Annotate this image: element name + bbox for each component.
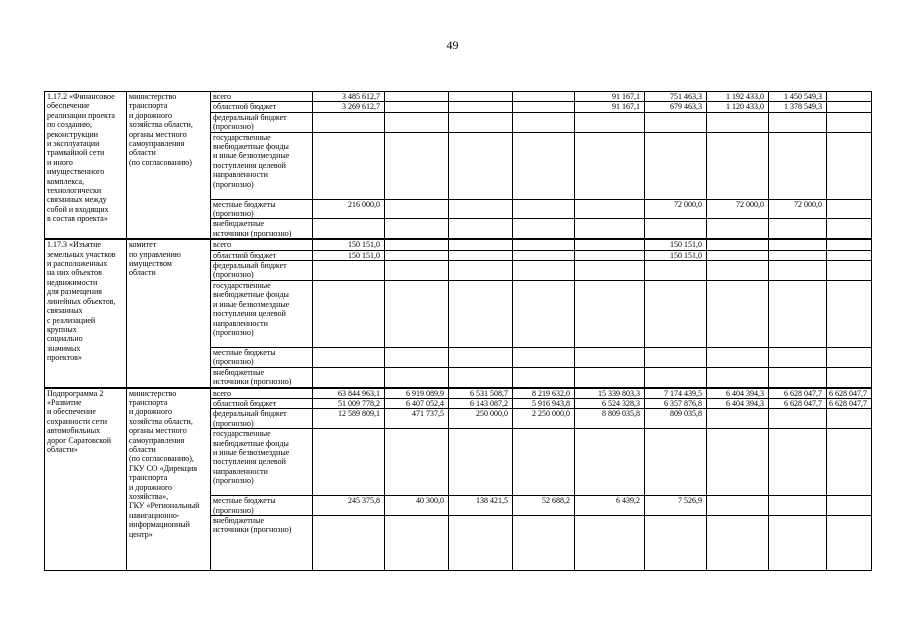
amount-cell: 6 531 508,7 <box>449 388 513 399</box>
amount-cell <box>575 239 645 250</box>
amount-cell <box>313 347 385 367</box>
amount-cell <box>769 515 827 570</box>
funding-source-cell: всего <box>211 92 313 102</box>
executor-cell: комитет по управлению имуществом области <box>127 239 211 387</box>
amount-cell: 150 151,0 <box>313 250 385 260</box>
amount-cell: 5 916 943,8 <box>513 398 575 408</box>
amount-cell <box>449 250 513 260</box>
amount-cell: 8 809 035,8 <box>575 409 645 429</box>
amount-cell <box>707 367 769 387</box>
amount-cell <box>313 219 385 239</box>
amount-cell <box>513 250 575 260</box>
amount-cell <box>645 429 707 496</box>
funding-source-cell: федеральный бюджет (прогнозно) <box>211 409 313 429</box>
amount-cell <box>513 280 575 347</box>
amount-cell: 7 174 439,5 <box>645 388 707 399</box>
amount-cell <box>827 515 872 570</box>
funding-source-cell: местные бюджеты (прогнозно) <box>211 496 313 516</box>
amount-cell: 3 269 612,7 <box>313 102 385 112</box>
amount-cell: 1 192 433,0 <box>707 92 769 102</box>
funding-source-cell: местные бюджеты (прогнозно) <box>211 347 313 367</box>
amount-cell <box>385 199 449 219</box>
amount-cell <box>513 261 575 281</box>
amount-cell <box>827 219 872 239</box>
amount-cell: 6 404 394,3 <box>707 388 769 399</box>
amount-cell: 471 737,5 <box>385 409 449 429</box>
amount-cell <box>769 496 827 516</box>
amount-cell: 809 035,8 <box>645 409 707 429</box>
amount-cell <box>769 219 827 239</box>
budget-table <box>44 91 872 571</box>
measure-name-cell: Подпрограмма 2 «Развитие и обеспечение сохранности сети автомобильных дорог Саратовской области» <box>45 388 127 571</box>
amount-cell <box>513 219 575 239</box>
amount-cell <box>449 219 513 239</box>
amount-cell <box>313 280 385 347</box>
table-row <box>45 239 872 250</box>
funding-source-cell: областной бюджет <box>211 398 313 408</box>
amount-cell <box>827 280 872 347</box>
amount-cell <box>385 347 449 367</box>
amount-cell <box>575 112 645 132</box>
amount-cell: 91 167,1 <box>575 92 645 102</box>
measure-name-cell: 1.17.2 «Финансовое обеспечение реализации проекта по созданию, реконструкции и эксплуатации трамвайной сети и иного имущественного комплекса, технологически связанных между собой и входящих в состав проекта» <box>45 92 127 240</box>
funding-source-cell: областной бюджет <box>211 102 313 112</box>
measure-name-cell: 1.17.3 «Изъятие земельных участков и расположенных на них объектов недвижимости для размещения линейных объектов, связанных с реализацией крупных социально значимых проектов» <box>45 239 127 387</box>
amount-cell <box>449 199 513 219</box>
amount-cell <box>513 367 575 387</box>
executor-cell: министерство транспорта и дорожного хозяйства области, органы местного самоуправления области (по согласованию) <box>127 92 211 240</box>
amount-cell <box>385 132 449 199</box>
amount-cell: 679 463,3 <box>645 102 707 112</box>
amount-cell: 40 300,0 <box>385 496 449 516</box>
table-row <box>45 92 872 102</box>
amount-cell <box>707 347 769 367</box>
amount-cell: 1 378 549,3 <box>769 102 827 112</box>
funding-source-cell: всего <box>211 388 313 399</box>
amount-cell <box>575 199 645 219</box>
amount-cell <box>313 261 385 281</box>
amount-cell <box>449 92 513 102</box>
amount-cell <box>827 367 872 387</box>
amount-cell <box>513 347 575 367</box>
amount-cell <box>385 429 449 496</box>
amount-cell <box>313 515 385 570</box>
amount-cell: 6 404 394,3 <box>707 398 769 408</box>
amount-cell <box>575 261 645 281</box>
amount-cell <box>449 132 513 199</box>
amount-cell <box>645 132 707 199</box>
amount-cell: 6 628 047,7 <box>769 398 827 408</box>
funding-source-cell: местные бюджеты (прогнозно) <box>211 199 313 219</box>
executor-cell: министерство транспорта и дорожного хозяйства области, органы местного самоуправления области (по согласованию), ГКУ СО «Дирекция транспорта и дорожного хозяйства», ГКУ «Региональный навигационно- информационный центр» <box>127 388 211 571</box>
funding-source-cell: внебюджетные источники (прогнозно) <box>211 219 313 239</box>
amount-cell <box>769 347 827 367</box>
amount-cell: 52 688,2 <box>513 496 575 516</box>
amount-cell <box>827 132 872 199</box>
amount-cell <box>707 429 769 496</box>
page-number: 49 <box>446 38 459 52</box>
amount-cell <box>513 102 575 112</box>
amount-cell <box>513 199 575 219</box>
amount-cell <box>513 239 575 250</box>
amount-cell <box>769 132 827 199</box>
amount-cell: 3 485 612,7 <box>313 92 385 102</box>
amount-cell <box>769 112 827 132</box>
amount-cell <box>707 112 769 132</box>
amount-cell: 12 589 809,1 <box>313 409 385 429</box>
amount-cell <box>449 239 513 250</box>
funding-source-cell: областной бюджет <box>211 250 313 260</box>
funding-source-cell: внебюджетные источники (прогнозно) <box>211 367 313 387</box>
amount-cell <box>707 132 769 199</box>
amount-cell <box>769 261 827 281</box>
amount-cell <box>769 250 827 260</box>
amount-cell <box>385 239 449 250</box>
amount-cell: 72 000,0 <box>769 199 827 219</box>
amount-cell <box>449 261 513 281</box>
amount-cell: 6 919 089,9 <box>385 388 449 399</box>
amount-cell <box>575 367 645 387</box>
amount-cell <box>449 429 513 496</box>
amount-cell <box>827 496 872 516</box>
amount-cell <box>769 280 827 347</box>
amount-cell: 216 000,0 <box>313 199 385 219</box>
amount-cell <box>645 280 707 347</box>
amount-cell <box>575 280 645 347</box>
amount-cell <box>827 347 872 367</box>
amount-cell: 1 120 433,0 <box>707 102 769 112</box>
amount-cell <box>449 367 513 387</box>
amount-cell: 138 421,5 <box>449 496 513 516</box>
amount-cell <box>645 112 707 132</box>
amount-cell: 751 463,3 <box>645 92 707 102</box>
amount-cell: 63 844 963,1 <box>313 388 385 399</box>
amount-cell: 6 628 047,7 <box>827 388 872 399</box>
amount-cell <box>575 219 645 239</box>
amount-cell <box>513 429 575 496</box>
amount-cell: 6 407 052,4 <box>385 398 449 408</box>
amount-cell <box>575 347 645 367</box>
amount-cell <box>449 102 513 112</box>
funding-source-cell: всего <box>211 239 313 250</box>
amount-cell <box>645 367 707 387</box>
amount-cell <box>707 515 769 570</box>
amount-cell <box>827 250 872 260</box>
amount-cell <box>769 409 827 429</box>
amount-cell <box>575 132 645 199</box>
amount-cell: 6 628 047,7 <box>827 398 872 408</box>
funding-source-cell: внебюджетные источники (прогнозно) <box>211 515 313 570</box>
amount-cell <box>707 496 769 516</box>
amount-cell <box>645 261 707 281</box>
amount-cell: 15 339 803,3 <box>575 388 645 399</box>
amount-cell <box>575 250 645 260</box>
amount-cell: 91 167,1 <box>575 102 645 112</box>
amount-cell <box>575 429 645 496</box>
amount-cell <box>769 429 827 496</box>
amount-cell <box>769 367 827 387</box>
amount-cell: 2 250 000,0 <box>513 409 575 429</box>
amount-cell <box>707 280 769 347</box>
amount-cell <box>707 239 769 250</box>
amount-cell: 8 219 632,0 <box>513 388 575 399</box>
amount-cell <box>449 347 513 367</box>
funding-source-cell: государственные внебюджетные фонды и иные безвозмездные поступления целевой направленности (прогнозно) <box>211 280 313 347</box>
amount-cell <box>707 409 769 429</box>
amount-cell <box>313 112 385 132</box>
amount-cell: 6 357 876,8 <box>645 398 707 408</box>
amount-cell <box>313 367 385 387</box>
funding-source-cell: государственные внебюджетные фонды и иные безвозмездные поступления целевой направленности (прогнозно) <box>211 429 313 496</box>
amount-cell: 250 000,0 <box>449 409 513 429</box>
amount-cell: 6 524 328,3 <box>575 398 645 408</box>
amount-cell <box>707 219 769 239</box>
amount-cell: 72 000,0 <box>707 199 769 219</box>
amount-cell <box>575 515 645 570</box>
amount-cell: 72 000,0 <box>645 199 707 219</box>
amount-cell <box>645 219 707 239</box>
funding-source-cell: государственные внебюджетные фонды и иные безвозмездные поступления целевой направленности (прогнозно) <box>211 132 313 199</box>
amount-cell <box>385 219 449 239</box>
amount-cell: 150 151,0 <box>645 239 707 250</box>
amount-cell <box>827 199 872 219</box>
amount-cell <box>385 250 449 260</box>
amount-cell <box>449 280 513 347</box>
amount-cell <box>645 347 707 367</box>
amount-cell: 150 151,0 <box>313 239 385 250</box>
amount-cell: 150 151,0 <box>645 250 707 260</box>
amount-cell <box>827 102 872 112</box>
amount-cell <box>385 102 449 112</box>
amount-cell <box>313 132 385 199</box>
amount-cell <box>827 429 872 496</box>
amount-cell: 1 450 549,3 <box>769 92 827 102</box>
amount-cell <box>827 92 872 102</box>
amount-cell <box>827 239 872 250</box>
amount-cell: 6 143 087,2 <box>449 398 513 408</box>
amount-cell <box>513 515 575 570</box>
funding-source-cell: федеральный бюджет (прогнозно) <box>211 261 313 281</box>
amount-cell <box>385 92 449 102</box>
amount-cell: 245 375,8 <box>313 496 385 516</box>
amount-cell <box>769 239 827 250</box>
amount-cell <box>449 515 513 570</box>
amount-cell <box>385 280 449 347</box>
amount-cell <box>385 261 449 281</box>
amount-cell: 6 628 047,7 <box>769 388 827 399</box>
amount-cell: 51 009 778,2 <box>313 398 385 408</box>
amount-cell <box>513 132 575 199</box>
amount-cell: 6 439,2 <box>575 496 645 516</box>
amount-cell <box>707 261 769 281</box>
amount-cell <box>827 261 872 281</box>
amount-cell <box>449 112 513 132</box>
amount-cell <box>385 367 449 387</box>
amount-cell <box>513 92 575 102</box>
amount-cell <box>313 429 385 496</box>
amount-cell <box>645 515 707 570</box>
amount-cell <box>827 112 872 132</box>
amount-cell <box>385 515 449 570</box>
amount-cell: 7 526,9 <box>645 496 707 516</box>
amount-cell <box>385 112 449 132</box>
funding-source-cell: федеральный бюджет (прогнозно) <box>211 112 313 132</box>
amount-cell <box>707 250 769 260</box>
amount-cell <box>827 409 872 429</box>
table-row <box>45 388 872 399</box>
amount-cell <box>513 112 575 132</box>
